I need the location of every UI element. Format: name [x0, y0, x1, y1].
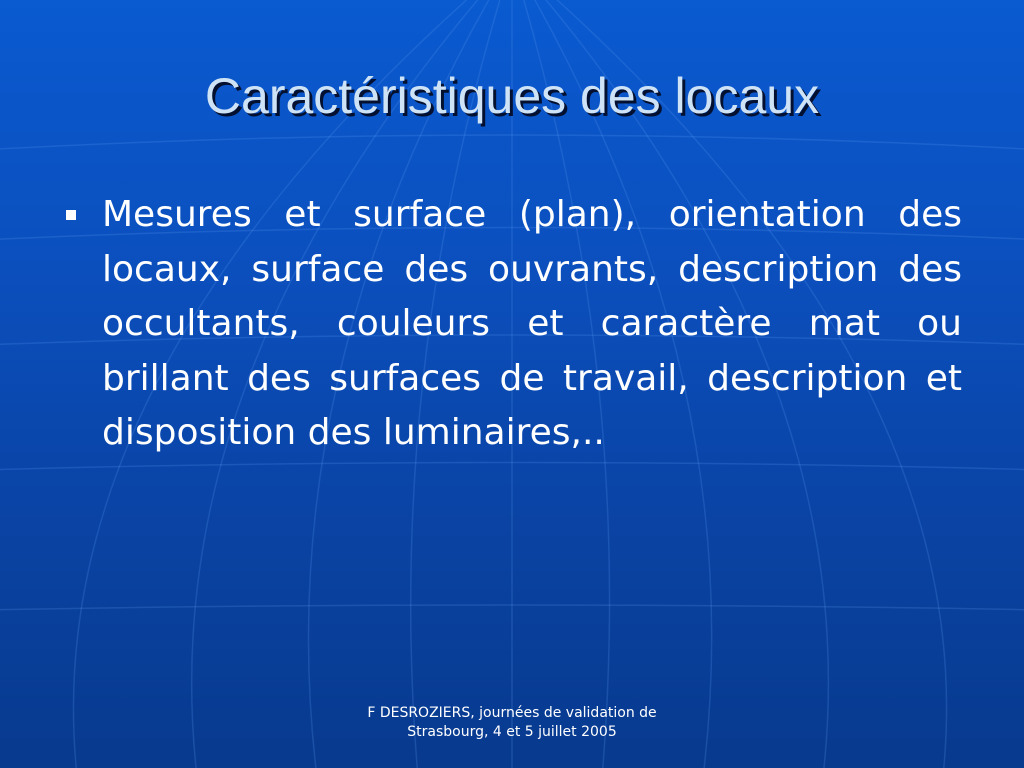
slide-title: Caractéristiques des locaux	[204, 68, 820, 124]
bullet-text: Mesures et surface (plan), orientation des locaux, surface des ouvrants, description des occultants, couleurs et caractère mat ou brillant des surfaces de travail, description et disposition des luminaires,..	[102, 194, 962, 453]
footer-line-1: F DESROZIERS, journées de validation de	[367, 705, 657, 721]
footer-credit	[312, 704, 712, 742]
square-bullet-icon	[66, 210, 76, 220]
footer-line-2: Strasbourg, 4 et 5 juillet 2005	[407, 724, 617, 740]
bullet-item	[62, 188, 962, 461]
bullet-list	[62, 188, 962, 461]
